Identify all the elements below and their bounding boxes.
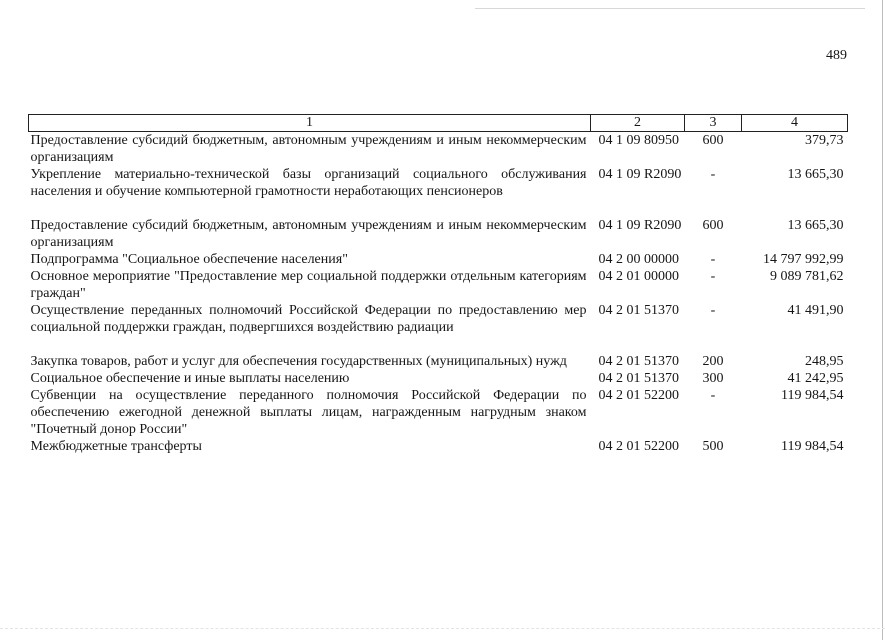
row-expense-type: -: [710, 269, 716, 284]
row-code: 04 2 01 51370: [598, 371, 679, 386]
row-name: Предоставление субсидий бюджетным, автономным учреждениям и иным некоммерческим организациям: [30, 218, 587, 250]
row-name: Субвенции на осуществление переданного полномочия Российской Федерации по обеспечению ежегодной денежной выплаты лицам, награжденным нагрудным знаком "Почетный донор России": [30, 388, 587, 437]
row-name: Укрепление материально-технической базы организаций социального обслуживания населения и обучение компьютерной грамотности неработающих пенсионеров: [30, 167, 587, 199]
column-header-name: 1: [29, 115, 591, 132]
row-code: 04 2 00 00000: [598, 252, 679, 267]
row-amount: 13 665,30: [787, 167, 844, 182]
table-row: [29, 438, 848, 455]
row-name: Предоставление субсидий бюджетным, автономным учреждениям и иным некоммерческим организациям: [30, 133, 587, 165]
budget-table: [28, 114, 848, 455]
row-amount: 13 665,30: [787, 218, 844, 233]
row-expense-type: 600: [702, 218, 724, 233]
row-code: 04 2 01 51370: [598, 303, 679, 318]
scan-bottom-noise: [0, 628, 885, 629]
scan-top-rule: [475, 8, 865, 9]
row-code: 04 2 01 52200: [598, 439, 679, 454]
table-header-row: [29, 115, 848, 132]
table-row: [29, 387, 848, 438]
table-row: [29, 370, 848, 387]
row-amount: 248,95: [805, 354, 844, 369]
row-expense-type: -: [710, 303, 716, 318]
table-row: [29, 200, 848, 251]
row-expense-type: -: [710, 167, 716, 182]
column-header-amount: 4: [742, 115, 848, 132]
table-row: [29, 166, 848, 200]
row-amount: 9 089 781,62: [770, 269, 844, 284]
row-amount: 379,73: [805, 133, 844, 148]
row-expense-type: -: [710, 252, 716, 267]
row-expense-type: 200: [702, 354, 724, 369]
row-amount: 41 491,90: [787, 303, 844, 318]
row-code: 04 1 09 R2090: [598, 218, 682, 233]
row-name: Закупка товаров, работ и услуг для обеспечения государственных (муниципальных) нужд: [30, 354, 567, 369]
row-code: 04 1 09 80950: [598, 133, 679, 148]
row-expense-type: 600: [702, 133, 724, 148]
row-name: Осуществление переданных полномочий Российской Федерации по предоставлению мер социальной поддержки граждан, подвергшихся воздействию радиации: [30, 303, 587, 335]
row-code: 04 2 01 52200: [598, 388, 679, 403]
scan-right-edge: [882, 0, 883, 640]
row-amount: 41 242,95: [787, 371, 844, 386]
row-code: 04 1 09 R2090: [598, 167, 682, 182]
row-code: 04 2 01 00000: [598, 269, 679, 284]
page-number: 489: [826, 48, 847, 63]
row-name: Межбюджетные трансферты: [30, 439, 202, 454]
row-amount: 119 984,54: [781, 439, 844, 454]
table-row: [29, 251, 848, 268]
row-code: 04 2 01 51370: [598, 354, 679, 369]
row-expense-type: -: [710, 388, 716, 403]
row-expense-type: 500: [702, 439, 724, 454]
column-header-code: 2: [591, 115, 685, 132]
row-expense-type: 300: [702, 371, 724, 386]
row-name: Социальное обеспечение и иные выплаты населению: [30, 371, 350, 386]
table-row: [29, 302, 848, 336]
table-row: [29, 268, 848, 302]
row-amount: 14 797 992,99: [763, 252, 844, 267]
row-name: Основное мероприятие "Предоставление мер социальной поддержки отдельным категориям граждан": [30, 269, 587, 301]
row-amount: 119 984,54: [781, 388, 844, 403]
column-header-expense-type: 3: [685, 115, 742, 132]
table-row: [29, 132, 848, 167]
table-row: [29, 336, 848, 370]
row-name: Подпрограмма "Социальное обеспечение населения": [30, 252, 348, 267]
